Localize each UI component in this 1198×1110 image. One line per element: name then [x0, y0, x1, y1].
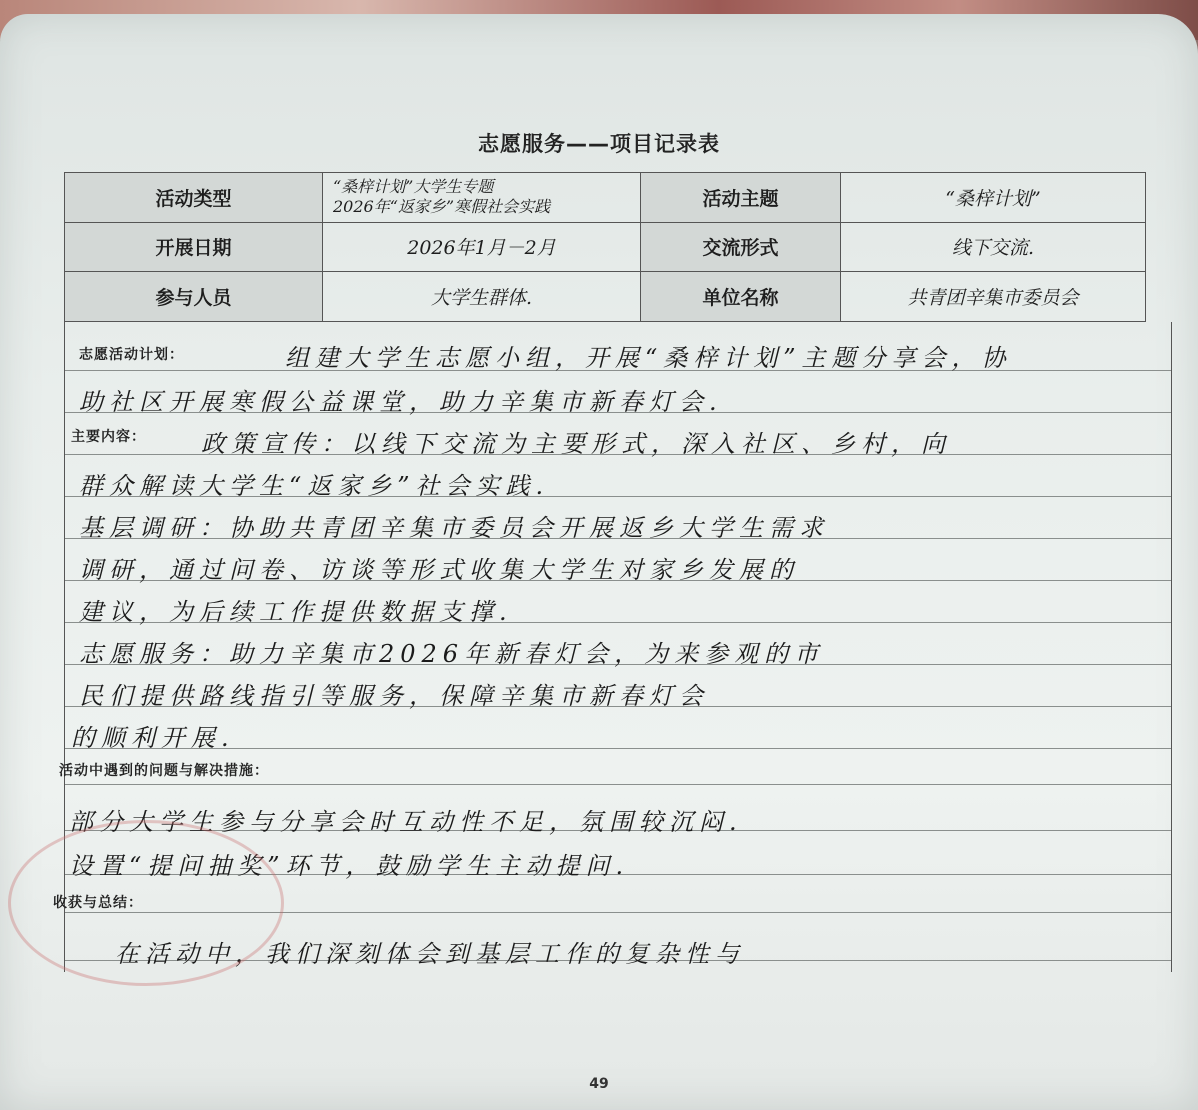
content-line-4: 调研，通过问卷、访谈等形式收集大学生对家乡发展的 [79, 556, 799, 584]
plan-line-1: 组建大学生志愿小组，开展“桑梓计划”主题分享会，协 [285, 344, 1012, 372]
date-value: 2026年1月－2月 [323, 222, 641, 272]
content-line-2: 群众解读大学生“返家乡”社会实践. [79, 472, 550, 500]
problems-label: 活动中遇到的问题与解决措施： [59, 763, 269, 779]
activity-type-value [323, 173, 641, 223]
content-line-5: 建议，为后续工作提供数据支撑. [79, 598, 513, 626]
plan-line-2: 助社区开展寒假公益课堂，助力辛集市新春灯会. [79, 388, 723, 416]
plan-label: 志愿活动计划： [79, 347, 184, 363]
exchange-value: 线下交流. [841, 222, 1146, 272]
summary-label: 收获与总结： [53, 895, 143, 911]
problems-line-2: 设置“提问抽奖”环节，鼓励学生主动提问. [69, 852, 630, 880]
content-line-7: 民们提供路线指引等服务，保障辛集市新春灯会 [79, 682, 709, 710]
content-line-3: 基层调研：协助共青团辛集市委员会开展返乡大学生需求 [79, 514, 829, 542]
faded-stamp [8, 820, 284, 986]
activity-theme-label: 活动主题 [641, 173, 841, 223]
content-line-6: 志愿服务：助力辛集市2026年新春灯会，为来参观的市 [79, 640, 825, 668]
activity-type-value-line2: 2026年“返家乡”寒假社会实践 [333, 197, 551, 217]
form-title: 志愿服务——项目记录表 [478, 132, 720, 156]
page-number: 49 [589, 1076, 609, 1092]
participants-value: 大学生群体. [323, 272, 641, 322]
participants-label: 参与人员 [65, 272, 323, 322]
content-label: 主要内容： [71, 429, 146, 445]
date-label: 开展日期 [65, 222, 323, 272]
content-line-1: 政策宣传：以线下交流为主要形式，深入社区、乡村，向 [201, 430, 951, 458]
content-line-8: 的顺利开展. [71, 724, 235, 752]
activity-type-label: 活动类型 [65, 173, 323, 223]
header-table [64, 172, 1146, 322]
unit-value: 共青团辛集市委员会 [841, 272, 1146, 322]
unit-label: 单位名称 [641, 272, 841, 322]
activity-theme-value: “桑梓计划” [841, 173, 1146, 223]
ruled-line [65, 784, 1171, 785]
exchange-label: 交流形式 [641, 222, 841, 272]
problems-line-1: 部分大学生参与分享会时互动性不足，氛围较沉闷. [69, 808, 743, 836]
activity-type-value-line1: “桑梓计划”大学生专题 [333, 177, 494, 197]
summary-line-1: 在活动中，我们深刻体会到基层工作的复杂性与 [115, 940, 745, 968]
